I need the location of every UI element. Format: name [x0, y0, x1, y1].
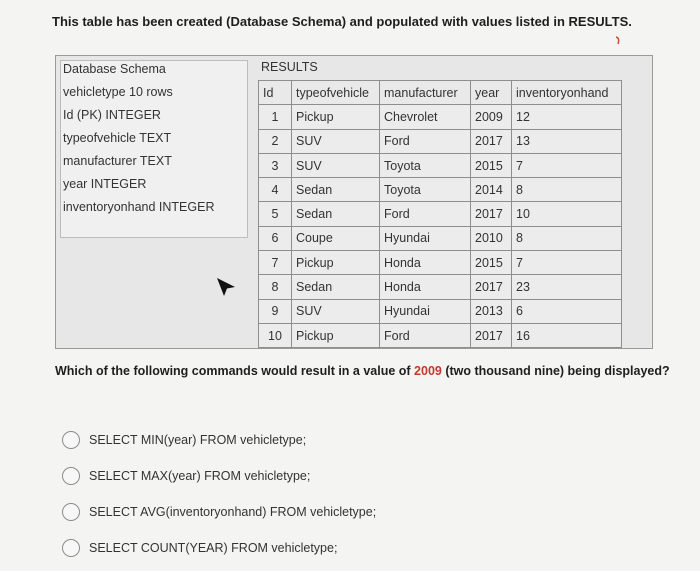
cell-typeofvehicle: SUV — [292, 153, 380, 177]
cell-typeofvehicle: Pickup — [292, 105, 380, 129]
cell-year: 2017 — [471, 323, 512, 347]
cell-manufacturer: Hyundai — [380, 299, 471, 323]
schema-line: inventoryonhand INTEGER — [63, 200, 215, 214]
column-header-typeofvehicle: typeofvehicle — [292, 81, 380, 105]
column-header-year: year — [471, 81, 512, 105]
schema-line: year INTEGER — [63, 177, 147, 191]
cell-typeofvehicle: Sedan — [292, 202, 380, 226]
answer-option-min[interactable] — [62, 431, 306, 449]
radio-button[interactable] — [62, 503, 80, 521]
column-header-id: Id — [259, 81, 292, 105]
cell-year: 2015 — [471, 251, 512, 275]
cell-year: 2017 — [471, 129, 512, 153]
question-text-before: Which of the following commands would result in a value of — [55, 364, 415, 378]
cell-manufacturer: Chevrolet — [380, 105, 471, 129]
cell-year: 2013 — [471, 299, 512, 323]
cell-id: 4 — [259, 178, 292, 202]
cell-inventoryonhand: 16 — [512, 323, 622, 347]
results-title: RESULTS — [261, 60, 318, 74]
schema-line: Id (PK) INTEGER — [63, 108, 161, 122]
cell-typeofvehicle: Sedan — [292, 178, 380, 202]
cell-typeofvehicle: Coupe — [292, 226, 380, 250]
cell-year: 2014 — [471, 178, 512, 202]
cell-id: 7 — [259, 251, 292, 275]
cell-id: 3 — [259, 153, 292, 177]
cell-manufacturer: Honda — [380, 251, 471, 275]
column-header-inventoryonhand: inventoryonhand — [512, 81, 622, 105]
answer-option-max[interactable] — [62, 467, 310, 485]
schema-line: manufacturer TEXT — [63, 154, 172, 168]
cell-id: 6 — [259, 226, 292, 250]
cell-manufacturer: Hyundai — [380, 226, 471, 250]
table-row — [259, 251, 622, 275]
question-text — [55, 364, 670, 378]
cell-inventoryonhand: 8 — [512, 226, 622, 250]
radio-button[interactable] — [62, 467, 80, 485]
answer-option-count[interactable] — [62, 539, 337, 557]
cell-year: 2009 — [471, 105, 512, 129]
cell-year: 2017 — [471, 202, 512, 226]
pen-mark-icon — [614, 35, 626, 47]
answer-option-label: SELECT COUNT(YEAR) FROM vehicletype; — [89, 541, 338, 555]
table-row — [259, 226, 622, 250]
table-row — [259, 275, 622, 299]
table-row — [259, 105, 622, 129]
cell-manufacturer: Honda — [380, 275, 471, 299]
cell-typeofvehicle: Pickup — [292, 323, 380, 347]
mouse-pointer-icon — [215, 276, 237, 298]
schema-line: vehicletype 10 rows — [63, 85, 173, 99]
table-row — [259, 202, 622, 226]
cell-manufacturer: Ford — [380, 323, 471, 347]
cell-year: 2015 — [471, 153, 512, 177]
radio-button[interactable] — [62, 431, 80, 449]
cell-manufacturer: Ford — [380, 202, 471, 226]
cell-id: 10 — [259, 323, 292, 347]
cell-inventoryonhand: 13 — [512, 129, 622, 153]
table-row — [259, 153, 622, 177]
answer-option-label: SELECT AVG(inventoryonhand) FROM vehicletype; — [89, 505, 377, 519]
column-header-manufacturer: manufacturer — [380, 81, 471, 105]
cell-inventoryonhand: 10 — [512, 202, 622, 226]
cell-typeofvehicle: Sedan — [292, 275, 380, 299]
cell-typeofvehicle: SUV — [292, 129, 380, 153]
table-row — [259, 178, 622, 202]
cell-manufacturer: Toyota — [380, 153, 471, 177]
question-text-after: (two thousand nine) being displayed? — [441, 364, 670, 378]
cell-year: 2010 — [471, 226, 512, 250]
answer-option-avg[interactable] — [62, 503, 376, 521]
cell-manufacturer: Toyota — [380, 178, 471, 202]
radio-button[interactable] — [62, 539, 80, 557]
question-highlight: 2009 — [414, 364, 442, 378]
header-row — [259, 81, 622, 105]
cell-id: 5 — [259, 202, 292, 226]
schema-line: typeofvehicle TEXT — [63, 131, 172, 145]
cell-inventoryonhand: 12 — [512, 105, 622, 129]
cell-inventoryonhand: 8 — [512, 178, 622, 202]
results-table — [258, 80, 622, 348]
cell-inventoryonhand: 6 — [512, 299, 622, 323]
intro-text: This table has been created (Database Schema) and populated with values listed in RESULTS. — [52, 14, 632, 29]
cell-id: 9 — [259, 299, 292, 323]
cell-id: 1 — [259, 105, 292, 129]
cell-inventoryonhand: 7 — [512, 251, 622, 275]
table-row — [259, 323, 622, 347]
cell-typeofvehicle: Pickup — [292, 251, 380, 275]
cell-id: 8 — [259, 275, 292, 299]
answer-option-label: SELECT MIN(year) FROM vehicletype; — [89, 433, 307, 447]
answer-option-label: SELECT MAX(year) FROM vehicletype; — [89, 469, 311, 483]
table-row — [259, 129, 622, 153]
schema-title: Database Schema — [63, 62, 166, 76]
cell-manufacturer: Ford — [380, 129, 471, 153]
cell-typeofvehicle: SUV — [292, 299, 380, 323]
cell-year: 2017 — [471, 275, 512, 299]
cell-inventoryonhand: 7 — [512, 153, 622, 177]
database-schema-box — [60, 60, 248, 238]
cell-id: 2 — [259, 129, 292, 153]
table-row — [259, 299, 622, 323]
cell-inventoryonhand: 23 — [512, 275, 622, 299]
